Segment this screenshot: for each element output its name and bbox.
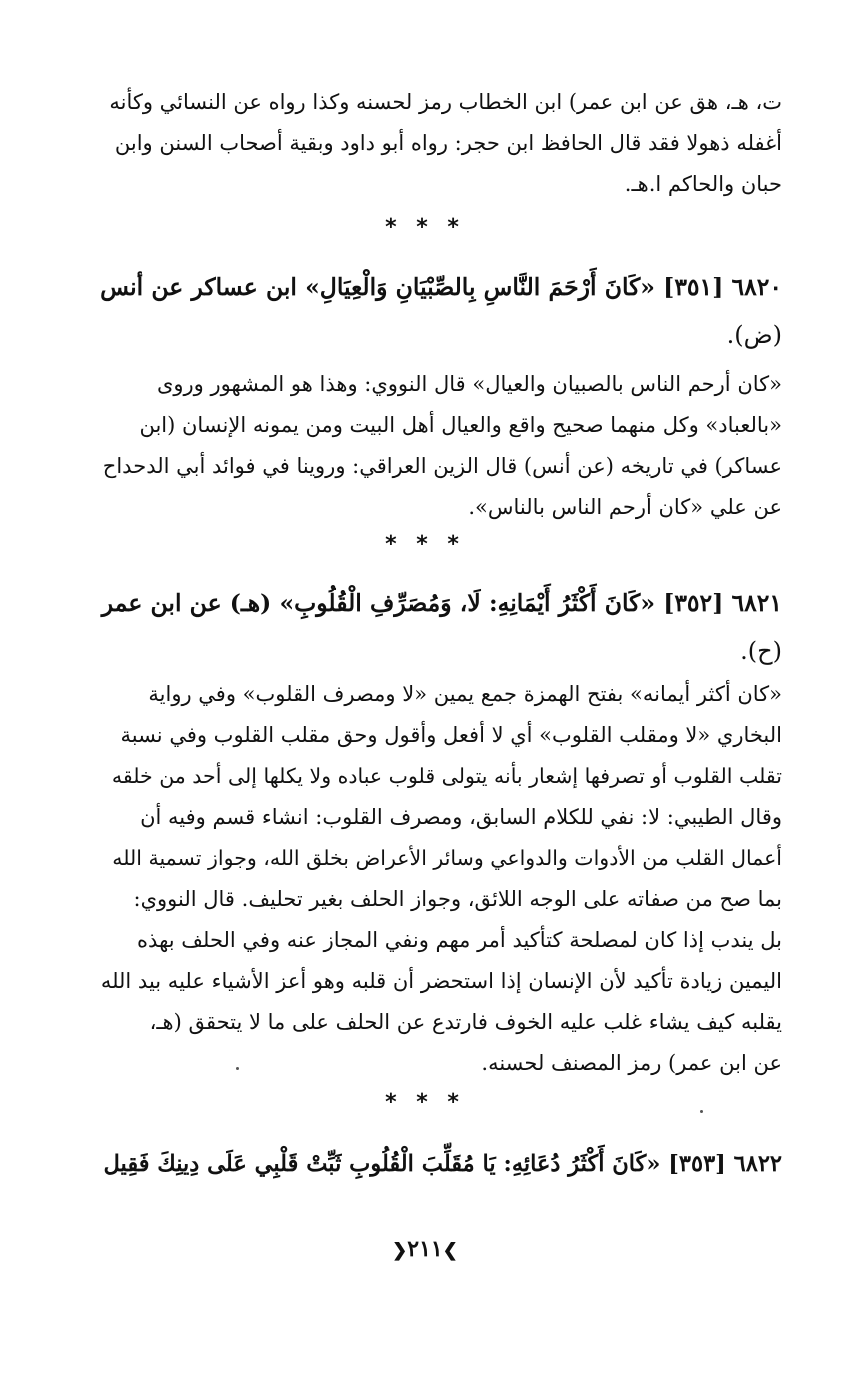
text-line: وقال الطيبي: لا: نفي للكلام السابق، ومصرف القلوب: انشاء قسم وفيه أن [140,805,782,829]
text-line: «كان أرحم الناس بالصبيان والعيال» قال النووي: وهذا هو المشهور وروى [156,372,782,396]
text-line: أعمال القلب من الأدوات والدواعي وسائر الأعراض بخلق الله، وجواز تسمية الله [112,846,782,870]
section-separator: * * * [385,1090,465,1115]
text-line: عساكر) في تاريخه (عن أنس) قال الزين العراقي: وروينا في فوائد أبي الدحداح [102,454,782,478]
text-line: أغفله ذهولا فقد قال الحافظ ابن حجر: رواه أبو داود وبقية أصحاب السنن وابن [114,131,782,155]
hadith-6820 [100,263,782,359]
text-line: حبان والحاكم ا.هـ. [624,172,782,196]
text-line: تقلب القلوب أو تصرفها إشعار بأنه يتولى قلوب عباده ولا يكلها إلى أحد من خلقه [111,764,782,788]
text-line: بل يندب إذا كان لمصلحة كتأكيد أمر مهم ونفي المجاز عنه وفي الحلف بهذه [137,928,782,952]
text-line: يقلبه كيف يشاء غلب عليه الخوف فارتدع عن الحلف على ما لا يتحقق (هـ، [149,1010,782,1034]
text-line: اليمين زيادة تأكيد لأن الإنسان إذا استحضر أن قلبه وهو أعز الأشياء عليه بيد الله [100,969,782,993]
page-number-footer [0,1236,850,1262]
text-line: ت، هـ، هق عن ابن عمر) ابن الخطاب رمز لحسنه وكذا رواه عن النسائي وكأنه [109,90,782,114]
hadith-line: ٦٨٢٠ [٣٥١] «كَانَ أَرْحَمَ النَّاسِ بِالصِّبْيَانِ وَالْعِيَالِ» ابن عساكر عن أنس [100,273,782,301]
hadith-line: ٦٨٢١ [٣٥٢] «كَانَ أَكْثَرُ أَيْمَانِهِ: لَا، وَمُصَرِّفِ الْقُلُوبِ» (هـ) عن ابن عمر [101,589,782,617]
text-line: بما صح من صفاته على الوجه اللائق، وجواز الحلف بغير تحليف. قال النووي: [133,887,782,911]
section-separator: * * * [385,215,465,240]
text-line: عن ابن عمر) رمز المصنف لحسنه. [481,1051,782,1075]
hadith-6822 [100,1140,782,1188]
hadith-line: (ح). [740,637,782,665]
ornament-icon: ❯ [442,1240,458,1261]
text-line: «بالعباد» وكل منهما صحيح واقع والعيال أهل البيت ومن يمونه الإنسان (ابن [139,413,782,437]
hadith-line: ٦٨٢٢ [٣٥٣] «كَانَ أَكْثَرُ دُعَائِهِ: يَا مُقَلِّبَ الْقُلُوبِ ثَبِّتْ قَلْبِي عَلَى دِينِكَ فَقِيل [103,1151,782,1177]
page-number: ٢١١ [407,1236,443,1262]
commentary-6821 [100,674,782,1084]
ornament-icon: ❮ [392,1240,408,1261]
text-line: عن علي «كان أرحم الناس بالناس». [468,495,782,519]
paragraph-continuation [100,82,782,205]
scan-speck [236,1067,239,1070]
section-separator: * * * [385,532,465,557]
hadith-6821 [100,579,782,675]
text-line: البخاري «لا ومقلب القلوب» أي لا أفعل وأقول وحق مقلب القلوب وفي نسبة [120,723,782,747]
commentary-6820 [100,364,782,528]
hadith-line: (ض). [726,321,782,349]
text-line: «كان أكثر أيمانه» بفتح الهمزة جمع يمين «لا ومصرف القلوب» وفي رواية [148,682,782,706]
scan-speck [700,1110,703,1113]
